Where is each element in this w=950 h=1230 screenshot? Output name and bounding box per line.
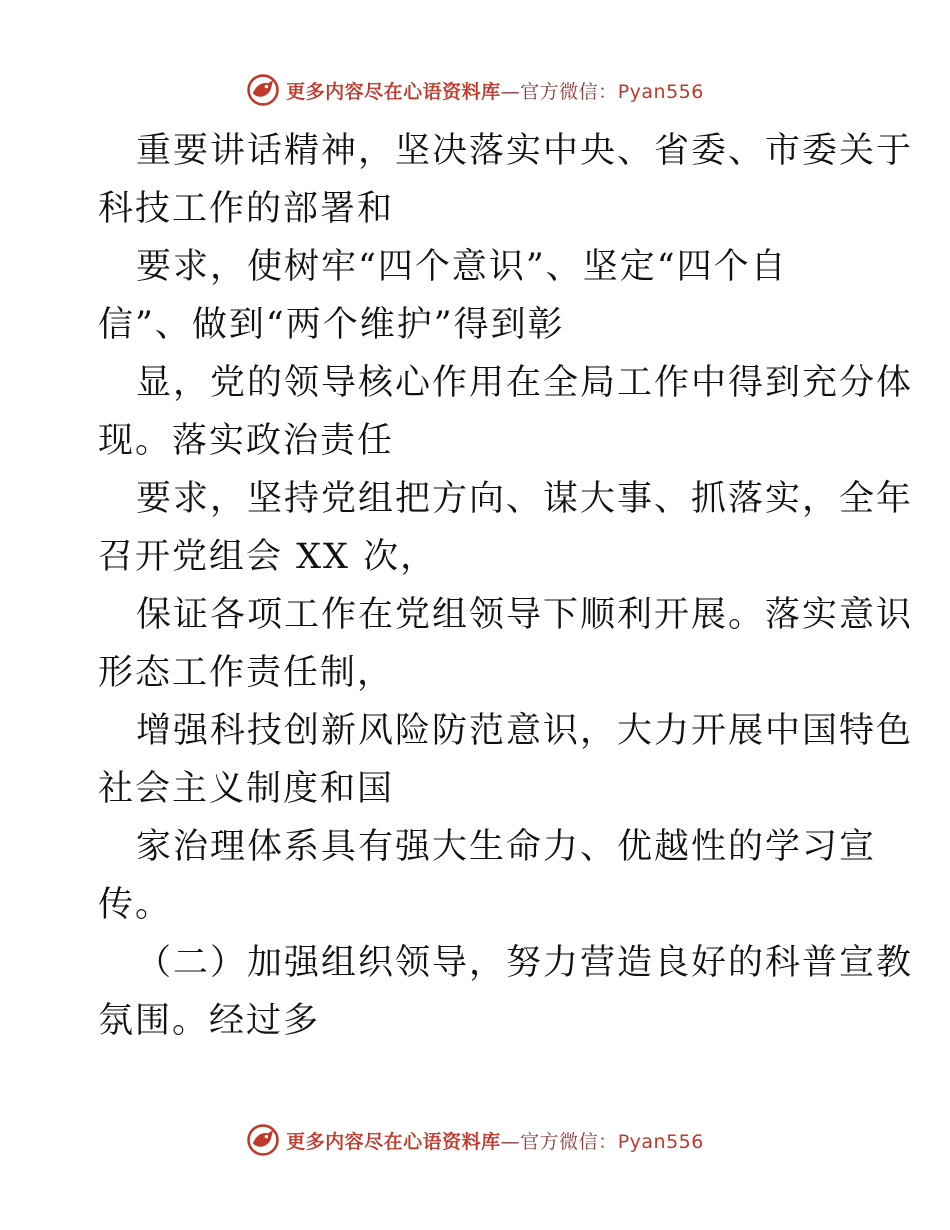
watermark-site: 更多内容尽在心语资料库 bbox=[286, 1130, 501, 1153]
header-watermark bbox=[0, 70, 950, 110]
footer-watermark bbox=[0, 1120, 950, 1160]
watermark-label: 官方微信： bbox=[520, 80, 618, 103]
watermark-site: 更多内容尽在心语资料库 bbox=[286, 80, 501, 103]
watermark-wechat-id: Pyan556 bbox=[617, 80, 704, 103]
watermark-separator: — bbox=[500, 80, 521, 103]
text-line: 传。 bbox=[98, 885, 173, 925]
text-line: 社会主义制度和国 bbox=[98, 769, 395, 809]
watermark-separator: — bbox=[500, 1130, 521, 1153]
text-line: 科技工作的部署和 bbox=[98, 189, 395, 229]
text-line: 保证各项工作在党组领导下顺利开展。落实意识 bbox=[136, 595, 914, 635]
text-line: 显，党的领导核心作用在全局工作中得到充分体 bbox=[136, 363, 914, 403]
text-line: 形态工作责任制， bbox=[98, 653, 395, 693]
text-line: 要求，坚持党组把方向、谋大事、抓落实，全年 bbox=[136, 479, 914, 519]
fox-logo-icon bbox=[246, 1123, 280, 1157]
fox-logo-icon bbox=[246, 73, 280, 107]
document-body bbox=[98, 122, 914, 1050]
text-line: （二）加强组织领导，努力营造良好的科普宣教 bbox=[136, 943, 914, 983]
watermark-text bbox=[286, 1127, 704, 1154]
text-line: 现。落实政治责任 bbox=[98, 421, 395, 461]
watermark-text bbox=[286, 77, 704, 104]
text-line: 增强科技创新风险防范意识，大力开展中国特色 bbox=[136, 711, 914, 751]
text-line: 信”、做到“两个维护”得到彰 bbox=[98, 305, 565, 345]
text-line: 召开党组会 XX 次， bbox=[98, 537, 438, 577]
text-line: 家治理体系具有强大生命力、优越性的学习宣 bbox=[136, 827, 877, 867]
watermark-wechat-id: Pyan556 bbox=[617, 1130, 704, 1153]
text-line: 重要讲话精神，坚决落实中央、省委、市委关于 bbox=[136, 131, 914, 171]
watermark-label: 官方微信： bbox=[520, 1130, 618, 1153]
text-line: 要求，使树牢“四个意识”、坚定“四个自 bbox=[136, 247, 788, 287]
text-line: 氛围。经过多 bbox=[98, 1001, 321, 1041]
